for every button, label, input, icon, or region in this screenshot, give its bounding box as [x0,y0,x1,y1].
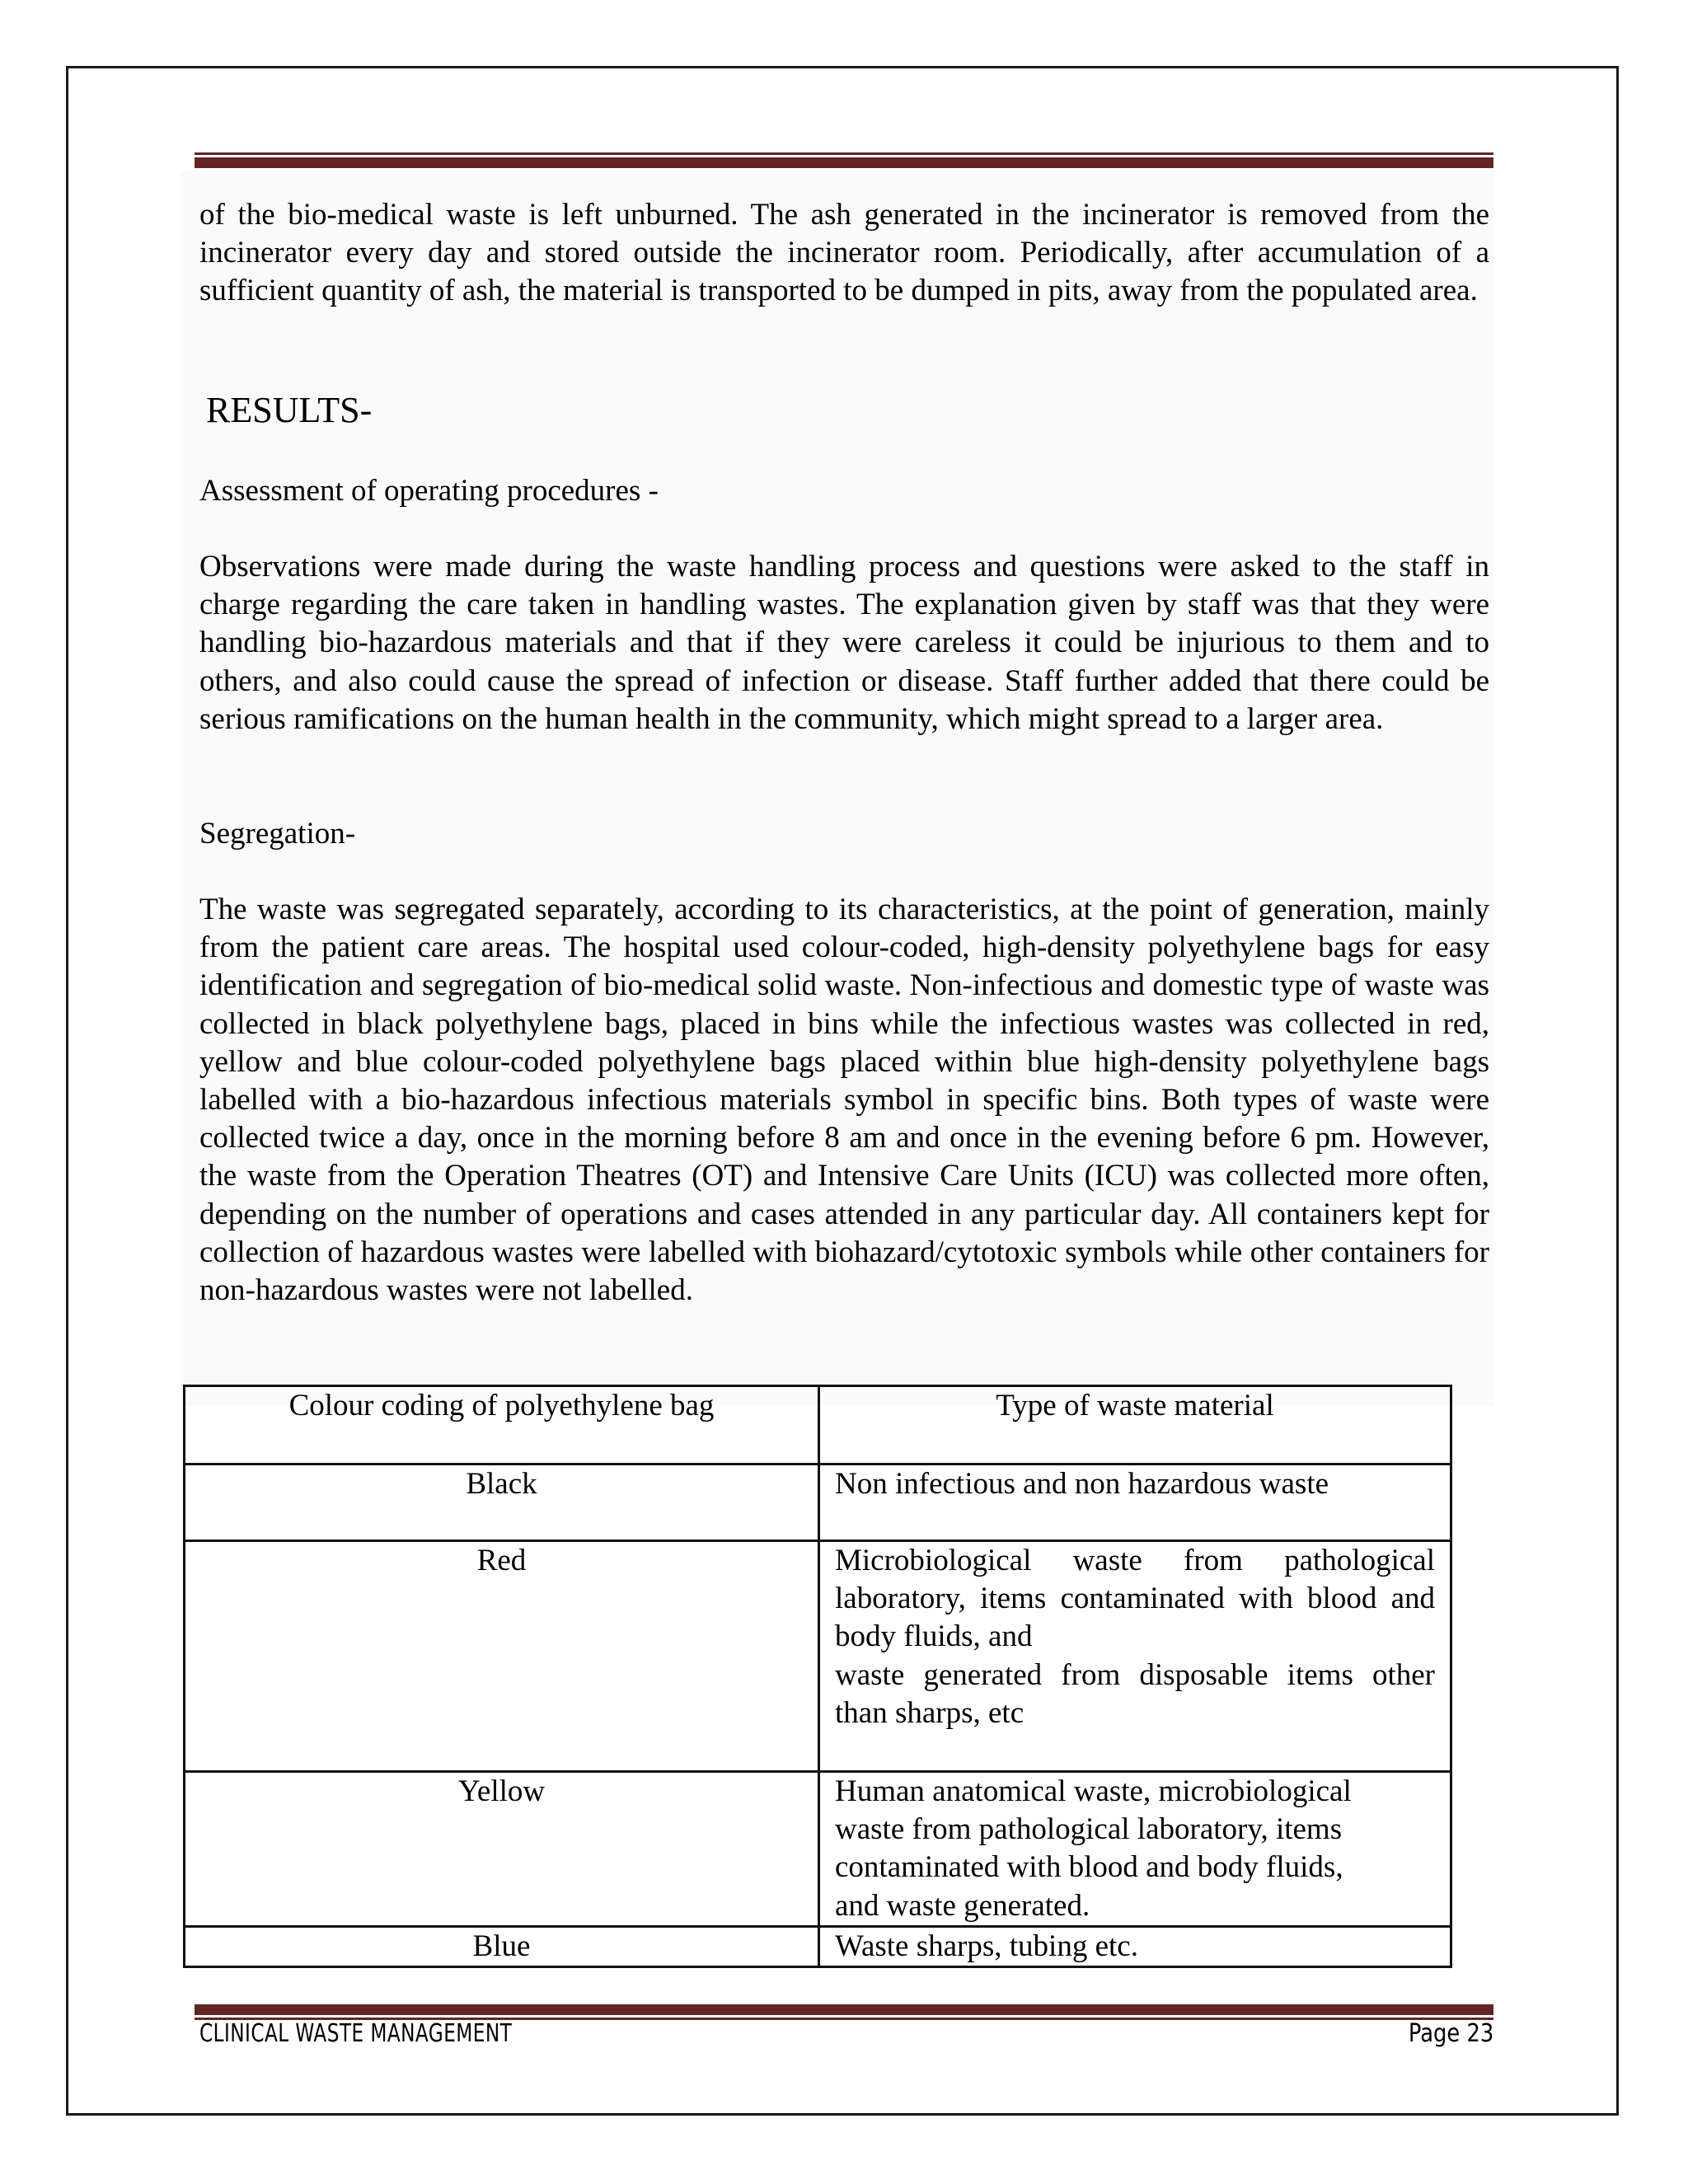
table-cell-waste-line: waste generated from disposable items other than sharps, etc [835,1657,1435,1730]
table-cell-colour: Blue [185,1927,819,1967]
table-header-waste-type: Type of waste material [819,1386,1451,1465]
table-cell-waste [819,1541,1451,1772]
table-row [185,1927,1451,1967]
segregation-paragraph: The waste was segregated separately, according to its characteristics, at the point of generation, mainly from the patient care areas. The hospital used colour-coded, high-density polyethylene bags for easy identification and segregation of bio-medical solid waste. Non-infectious and domestic type of waste was collected in black polyethylene bags, placed in bins while the infectious wastes was collected in red, yellow and blue colour-coded polyethylene bags placed within blue high-density polyethylene bags labelled with a bio-hazardous infectious materials symbol in specific bins. Both types of waste were collected twice a day, once in the morning before 8 am and once in the evening before 6 pm. However, the waste from the Operation Theatres (OT) and Intensive Care Units (ICU) was collected more often, depending on the number of operations and cases attended in any particular day. All containers kept for collection of hazardous wastes were labelled with biohazard/cytotoxic symbols while other containers for non-hazardous wastes were not labelled. [199,893,1489,1308]
colour-coding-table [183,1385,1452,1968]
table-cell-colour: Red [185,1541,819,1772]
table-row [185,1465,1451,1541]
table-cell-colour: Black [185,1465,819,1541]
table-cell-waste-line: Human anatomical waste, microbiological [835,1774,1352,1808]
table-row [185,1772,1451,1927]
footer-title: CLINICAL WASTE MANAGEMENT [199,2019,513,2048]
table-row [185,1541,1451,1772]
subheading-segregation: Segregation- [199,817,356,851]
table-cell-waste-line: waste from pathological laboratory, items [835,1812,1343,1847]
page-number: Page 23 [1408,2019,1493,2048]
table-cell-waste-line: and waste generated. [835,1888,1090,1923]
table-cell-waste: Waste sharps, tubing etc. [819,1927,1451,1967]
intro-paragraph: of the bio-medical waste is left unburned. The ash generated in the incinerator is removed from the incinerator every day and stored outside the incinerator room. Periodically, after accumulation of a sufficient quantity of ash, the material is transported to be dumped in pits, away from the populated area. [199,198,1489,308]
subheading-assessment: Assessment of operating procedures - [199,474,659,508]
table-cell-waste-line: contaminated with blood and body fluids, [835,1850,1343,1885]
table-cell-waste-line: Microbiological waste from pathological laboratory, items contaminated with blood and body fluids, and [835,1544,1435,1654]
table-cell-waste [819,1772,1451,1927]
table-header-colour: Colour coding of polyethylene bag [185,1386,819,1465]
footer-rule [195,2004,1493,2020]
header-rule [195,152,1493,168]
table-header-row [185,1386,1451,1465]
assessment-paragraph: Observations were made during the waste handling process and questions were asked to the staff in charge regarding the care taken in handling wastes. The explanation given by staff was that they were handling bio-hazardous materials and that if they were careless it could be injurious to them and to others, and also could cause the spread of infection or disease. Staff further added that there could be serious ramifications on the human health in the community, which might spread to a larger area. [199,550,1489,736]
section-heading-results: RESULTS- [206,390,373,430]
table-cell-colour: Yellow [185,1772,819,1927]
table-cell-waste: Non infectious and non hazardous waste [819,1465,1451,1541]
